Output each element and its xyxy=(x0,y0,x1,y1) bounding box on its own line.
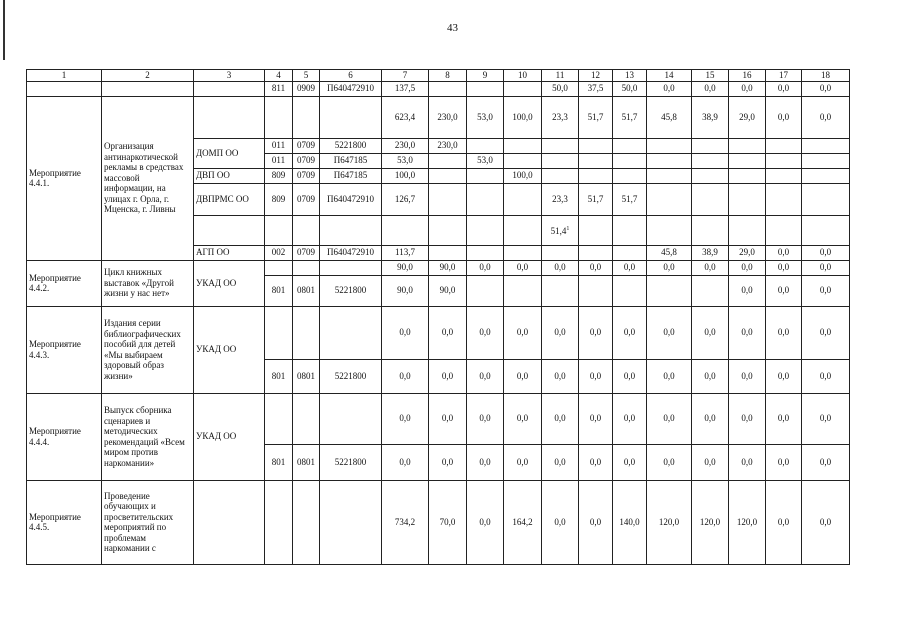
page-number: 43 xyxy=(447,22,458,34)
cell-value: 0,0 xyxy=(802,480,850,564)
cell-value: 45,8 xyxy=(647,245,692,260)
table-row xyxy=(27,260,850,275)
cell-value: 0,0 xyxy=(579,480,613,564)
cell-value: 50,0 xyxy=(613,81,647,96)
col-header: 16 xyxy=(729,70,766,82)
measure-description: Организация антинаркотической рекламы в средствах массовой информации, на улицах г. Орла, г. Мценска, г. Ливны xyxy=(102,96,194,260)
cell-csr: П647185 xyxy=(320,153,382,168)
cell-value: 51,7 xyxy=(579,96,613,138)
cell-value: 70,0 xyxy=(429,480,467,564)
cell-value: 0,0 xyxy=(613,260,647,275)
cell-value: 0,0 xyxy=(542,306,579,359)
col-header: 3 xyxy=(194,70,265,82)
cell-value: 120,0 xyxy=(647,480,692,564)
cell-value: 0,0 xyxy=(647,444,692,480)
cell-value: 120,0 xyxy=(692,480,729,564)
table-row xyxy=(27,96,850,138)
measure-description: Проведение обучающих и просветительских мероприятий по проблемам наркомании с xyxy=(102,480,194,564)
cell-value: 230,0 xyxy=(429,138,467,153)
cell-grbs: 011 xyxy=(265,153,293,168)
cell-value: 0,0 xyxy=(766,306,802,359)
cell-rz: 0709 xyxy=(293,245,320,260)
cell-value: 0,0 xyxy=(802,393,850,444)
col-header: 9 xyxy=(467,70,504,82)
cell-value: 140,0 xyxy=(613,480,647,564)
cell-value: 126,7 xyxy=(382,183,429,215)
cell-value: 0,0 xyxy=(729,359,766,393)
measure-description: Цикл книжных выставок «Другой жизни у нас нет» xyxy=(102,260,194,306)
cell-grbs: 809 xyxy=(265,168,293,183)
cell-value: 23,3 xyxy=(542,183,579,215)
cell-value: 0,0 xyxy=(647,81,692,96)
cell-value: 53,0 xyxy=(382,153,429,168)
measure-name: Мероприятие 4.4.3. xyxy=(27,306,102,393)
cell-value: 0,0 xyxy=(802,275,850,306)
cell-value: 53,0 xyxy=(467,96,504,138)
cell-value: 0,0 xyxy=(467,260,504,275)
cell-value: 29,0 xyxy=(729,245,766,260)
cell-csr: П640472910 xyxy=(320,183,382,215)
cell-value: 0,0 xyxy=(647,393,692,444)
cell-value: 0,0 xyxy=(613,393,647,444)
cell-rz: 0709 xyxy=(293,138,320,153)
cell-value: 0,0 xyxy=(692,393,729,444)
cell-value: 90,0 xyxy=(429,275,467,306)
cell-rz: 0709 xyxy=(293,168,320,183)
cell-value: 0,0 xyxy=(692,81,729,96)
cell-value: 0,0 xyxy=(504,306,542,359)
cell-grbs: 809 xyxy=(265,183,293,215)
footnote-value: 51,4 xyxy=(550,225,567,236)
cell-value: 0,0 xyxy=(766,275,802,306)
table-row xyxy=(27,306,850,359)
col-header: 5 xyxy=(293,70,320,82)
col-header: 7 xyxy=(382,70,429,82)
cell-rz: 0801 xyxy=(293,275,320,306)
cell-csr: 5221800 xyxy=(320,359,382,393)
cell-value: 0,0 xyxy=(729,275,766,306)
cell-value xyxy=(504,81,542,96)
cell-value: 0,0 xyxy=(542,444,579,480)
cell-value: 0,0 xyxy=(802,96,850,138)
cell-value: 90,0 xyxy=(429,260,467,275)
cell-value: 734,2 xyxy=(382,480,429,564)
cell-value: 0,0 xyxy=(429,444,467,480)
col-header: 15 xyxy=(692,70,729,82)
cell-value: 0,0 xyxy=(579,393,613,444)
col-header: 2 xyxy=(102,70,194,82)
cell-rz: 0801 xyxy=(293,444,320,480)
cell-value: 0,0 xyxy=(613,444,647,480)
cell-value: 623,4 xyxy=(382,96,429,138)
cell-value: 51,7 xyxy=(613,183,647,215)
cell-rz: 0709 xyxy=(293,153,320,168)
cell-value: 0,0 xyxy=(766,480,802,564)
cell-csr: 5221800 xyxy=(320,444,382,480)
cell-grbs: 801 xyxy=(265,275,293,306)
cell-rz: 0909 xyxy=(293,81,320,96)
cell-value: 50,0 xyxy=(542,81,579,96)
budget-table xyxy=(26,69,850,565)
cell-value: 51,7 xyxy=(579,183,613,215)
cell-value: 0,0 xyxy=(766,96,802,138)
cell-value: 0,0 xyxy=(579,444,613,480)
cell-value: 0,0 xyxy=(766,359,802,393)
measure-name: Мероприятие 4.4.4. xyxy=(27,393,102,480)
cell-value: 0,0 xyxy=(467,444,504,480)
cell-value: 0,0 xyxy=(766,81,802,96)
cell-value: 100,0 xyxy=(382,168,429,183)
cell-value xyxy=(467,81,504,96)
cell-value: 0,0 xyxy=(542,359,579,393)
cell-value: 0,0 xyxy=(579,359,613,393)
cell-value: 29,0 xyxy=(729,96,766,138)
cell-value: 23,3 xyxy=(542,96,579,138)
cell-csr: П640472910 xyxy=(320,245,382,260)
col-header: 17 xyxy=(766,70,802,82)
cell-value: 45,8 xyxy=(647,96,692,138)
cell-value: 0,0 xyxy=(542,393,579,444)
cell-value: 0,0 xyxy=(542,480,579,564)
measure-description: Выпуск сборника сценариев и методических рекомендаций «Всем миром против наркомании» xyxy=(102,393,194,480)
cell-value: 0,0 xyxy=(729,393,766,444)
cell-value: 0,0 xyxy=(647,359,692,393)
cell-value: 0,0 xyxy=(467,306,504,359)
col-header: 14 xyxy=(647,70,692,82)
col-header: 13 xyxy=(613,70,647,82)
cell-value: 0,0 xyxy=(802,245,850,260)
cell-value: 0,0 xyxy=(729,306,766,359)
header-row xyxy=(27,70,850,82)
cell-rz: 0801 xyxy=(293,359,320,393)
cell-csr: П640472910 xyxy=(320,81,382,96)
cell-value xyxy=(542,215,579,245)
cell-value: 0,0 xyxy=(692,444,729,480)
col-header: 4 xyxy=(265,70,293,82)
cell-value: 164,2 xyxy=(504,480,542,564)
cell-value: 0,0 xyxy=(692,306,729,359)
cell-value: 0,0 xyxy=(766,260,802,275)
cell-value: 0,0 xyxy=(729,260,766,275)
cell-value: 0,0 xyxy=(382,306,429,359)
cell-value: 0,0 xyxy=(382,393,429,444)
cell-value: 38,9 xyxy=(692,245,729,260)
cell-value: 113,7 xyxy=(382,245,429,260)
cell-csr: 5221800 xyxy=(320,275,382,306)
cell-value: 230,0 xyxy=(382,138,429,153)
cell-grbs: 801 xyxy=(265,359,293,393)
cell-value: 0,0 xyxy=(542,260,579,275)
cell-value: 51,7 xyxy=(613,96,647,138)
executor: УКАД ОО xyxy=(194,306,265,393)
cell-value: 0,0 xyxy=(429,306,467,359)
measure-name: Мероприятие 4.4.5. xyxy=(27,480,102,564)
col-header: 18 xyxy=(802,70,850,82)
cell-value: 120,0 xyxy=(729,480,766,564)
cell-value: 0,0 xyxy=(766,444,802,480)
cell-value: 230,0 xyxy=(429,96,467,138)
cell-value: 0,0 xyxy=(802,81,850,96)
cell-value: 0,0 xyxy=(802,359,850,393)
cell-value: 100,0 xyxy=(504,168,542,183)
cell-value: 0,0 xyxy=(504,444,542,480)
executor: УКАД ОО xyxy=(194,260,265,306)
cell-value: 0,0 xyxy=(579,260,613,275)
col-header: 6 xyxy=(320,70,382,82)
cell-value: 0,0 xyxy=(802,444,850,480)
col-header: 12 xyxy=(579,70,613,82)
col-header: 10 xyxy=(504,70,542,82)
cell-value: 0,0 xyxy=(579,306,613,359)
table-row xyxy=(27,393,850,444)
cell-value: 0,0 xyxy=(647,260,692,275)
cell-value: 0,0 xyxy=(467,393,504,444)
footnote-mark: 1 xyxy=(566,225,570,232)
executor: ДВП ОО xyxy=(194,168,265,183)
cell-value xyxy=(429,81,467,96)
cell-value: 0,0 xyxy=(766,393,802,444)
cell-value: 0,0 xyxy=(467,359,504,393)
cell-value: 0,0 xyxy=(613,359,647,393)
table-row xyxy=(27,81,850,96)
measure-name: Мероприятие 4.4.1. xyxy=(27,96,102,260)
cell-value: 0,0 xyxy=(504,359,542,393)
cell-value: 0,0 xyxy=(729,444,766,480)
cell-value: 0,0 xyxy=(729,81,766,96)
col-header: 1 xyxy=(27,70,102,82)
cell-value: 53,0 xyxy=(467,153,504,168)
cell-value: 37,5 xyxy=(579,81,613,96)
cell-value: 0,0 xyxy=(504,393,542,444)
cell-grbs: 801 xyxy=(265,444,293,480)
col-header: 8 xyxy=(429,70,467,82)
cell-csr: 5221800 xyxy=(320,138,382,153)
cell-value: 0,0 xyxy=(766,245,802,260)
cell-value: 38,9 xyxy=(692,96,729,138)
col-header: 11 xyxy=(542,70,579,82)
cell-value: 90,0 xyxy=(382,260,429,275)
cell-value: 0,0 xyxy=(692,260,729,275)
cell-value: 0,0 xyxy=(647,306,692,359)
cell-grbs: 002 xyxy=(265,245,293,260)
cell-value: 0,0 xyxy=(802,260,850,275)
cell-grbs: 811 xyxy=(265,81,293,96)
measure-description: Издания серии библиографических пособий для детей «Мы выбираем здоровый образ жизни» xyxy=(102,306,194,393)
cell-value: 0,0 xyxy=(692,359,729,393)
cell-value: 90,0 xyxy=(382,275,429,306)
cell-value: 0,0 xyxy=(802,306,850,359)
executor: УКАД ОО xyxy=(194,393,265,480)
cell-grbs: 011 xyxy=(265,138,293,153)
measure-name: Мероприятие 4.4.2. xyxy=(27,260,102,306)
cell-value: 0,0 xyxy=(504,260,542,275)
cell-value: 100,0 xyxy=(504,96,542,138)
table-row xyxy=(27,480,850,564)
cell-value: 0,0 xyxy=(467,480,504,564)
executor: ДОМП ОО xyxy=(194,138,265,168)
cell-value: 0,0 xyxy=(613,306,647,359)
cell-value: 0,0 xyxy=(429,393,467,444)
cell-value: 0,0 xyxy=(382,359,429,393)
cell-value: 0,0 xyxy=(429,359,467,393)
cell-value: 0,0 xyxy=(382,444,429,480)
cell-rz: 0709 xyxy=(293,183,320,215)
cell-value: 137,5 xyxy=(382,81,429,96)
executor: АГП ОО xyxy=(194,245,265,260)
cell-csr: П647185 xyxy=(320,168,382,183)
executor: ДВПРМС ОО xyxy=(194,183,265,215)
